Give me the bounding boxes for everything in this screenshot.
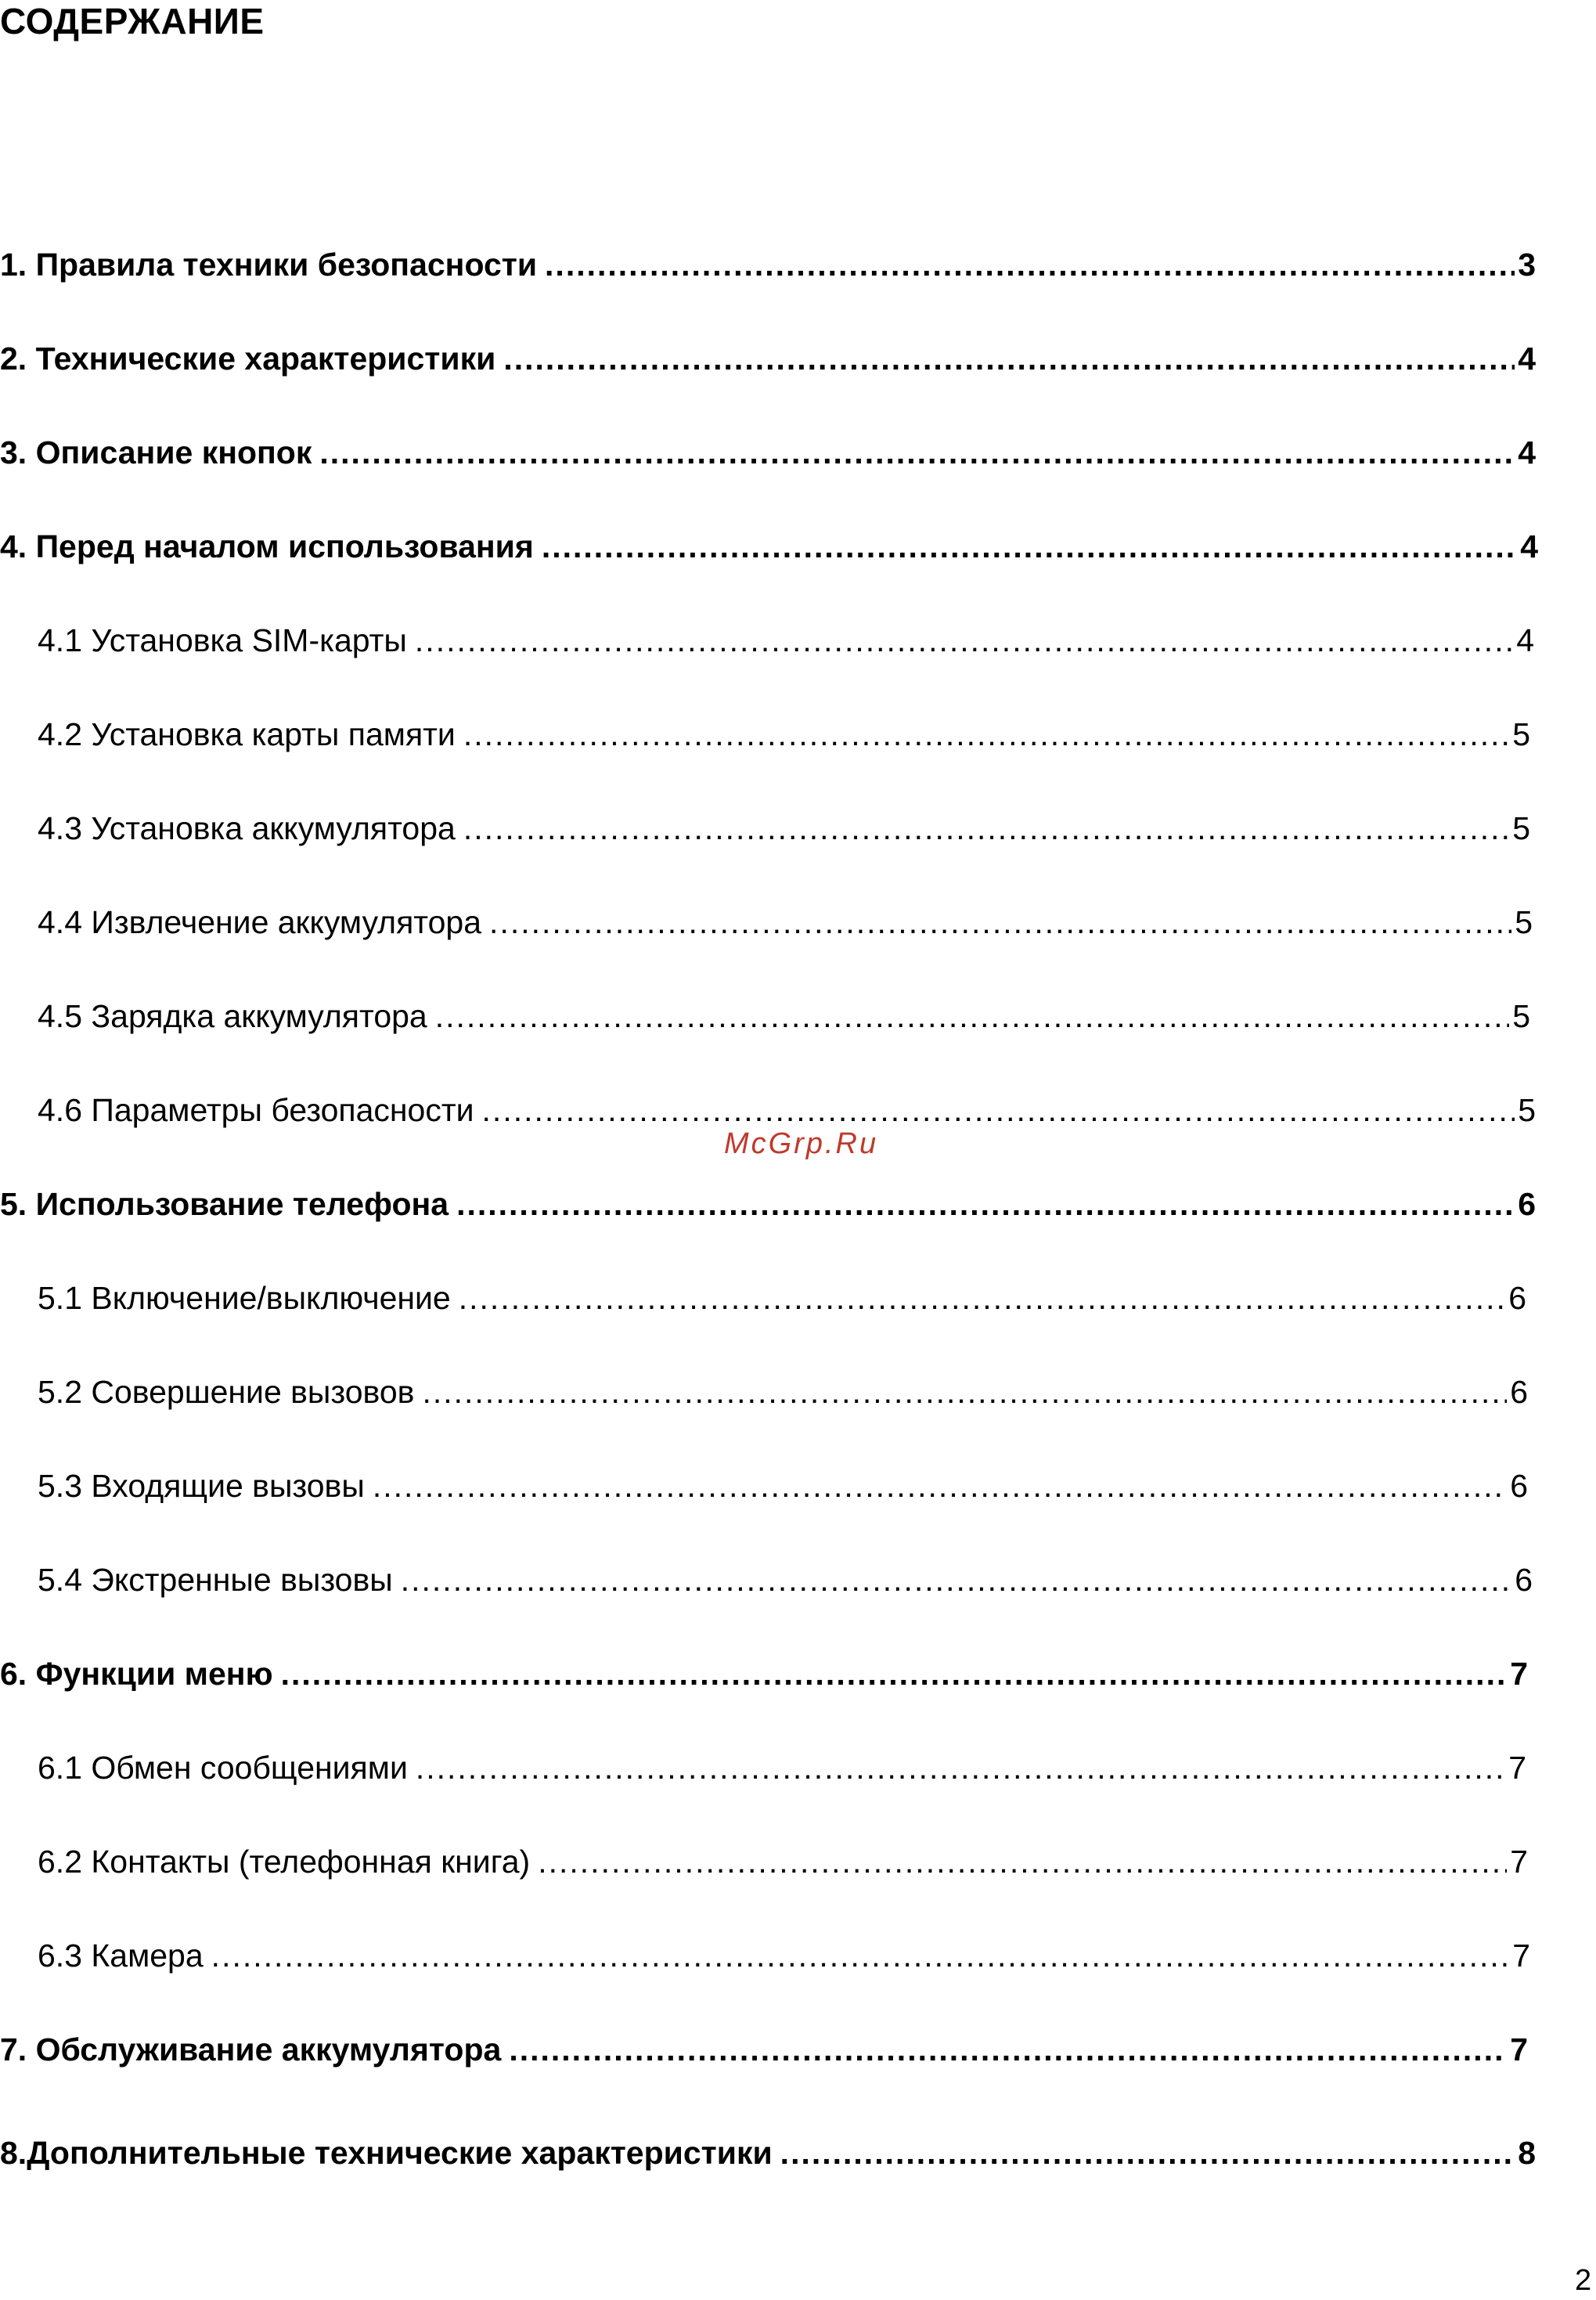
toc-entry-page: 7	[1510, 1656, 1528, 1692]
toc-entry-label: 4.4 Извлечение аккумулятора	[38, 904, 482, 940]
toc-entry-label: 6.1 Обмен сообщениями	[38, 1750, 408, 1786]
toc-entry-label: 4.5 Зарядка аккумулятора	[38, 998, 427, 1034]
toc-entry	[0, 2028, 1528, 2071]
toc-entry-label: 4.1 Установка SIM-карты	[38, 622, 407, 658]
toc-entry-label: 6. Функции меню	[0, 1656, 273, 1692]
toc-entry	[38, 712, 1530, 756]
toc-leader-dots	[503, 337, 1515, 380]
toc-entry-page: 7	[1510, 1844, 1528, 1880]
toc-entry-label: 8.Дополнительные технические характеристики	[0, 2135, 773, 2171]
toc-entry-page: 6	[1518, 1186, 1536, 1222]
toc-entry	[38, 1746, 1526, 1790]
toc-leader-dots	[211, 1934, 1510, 1977]
toc-entry-page: 5	[1515, 904, 1533, 940]
toc-leader-dots	[416, 1746, 1505, 1790]
toc-entry	[38, 900, 1533, 944]
page-number: 2	[1575, 2264, 1592, 2297]
toc-leader-dots	[415, 618, 1513, 662]
toc-entry	[0, 243, 1536, 287]
toc-entry	[38, 1370, 1528, 1414]
toc-leader-dots	[463, 806, 1509, 850]
toc-entry-page: 6	[1510, 1374, 1528, 1410]
toc-entry-page: 6	[1515, 1562, 1533, 1598]
toc-entry-label: 5.3 Входящие вызовы	[38, 1468, 365, 1504]
toc-leader-dots	[459, 1276, 1505, 1320]
toc-leader-dots	[422, 1370, 1507, 1414]
toc-entry-page: 7	[1512, 1938, 1530, 1974]
toc-entry-page: 4	[1518, 434, 1536, 470]
page-title: СОДЕРЖАНИЕ	[0, 1, 265, 41]
toc-entry	[38, 1840, 1528, 1884]
toc-entry	[38, 1558, 1533, 1602]
toc-leader-dots	[463, 712, 1509, 756]
toc-entry-label: 5.1 Включение/выключение	[38, 1280, 451, 1316]
toc-entry-page: 7	[1508, 1750, 1526, 1786]
toc-entry-page: 5	[1518, 1092, 1536, 1128]
toc-entry-page: 5	[1512, 810, 1530, 846]
toc-entry-label: 4.6 Параметры безопасности	[38, 1092, 474, 1128]
toc-entry	[38, 1934, 1530, 1977]
toc-leader-dots	[456, 1182, 1515, 1226]
toc-entry	[0, 1182, 1536, 1226]
toc-leader-dots	[482, 1088, 1515, 1132]
toc-entry-page: 5	[1512, 998, 1530, 1034]
toc-entry-page: 4	[1516, 622, 1534, 658]
toc-leader-dots	[319, 431, 1515, 474]
toc-entry-page: 7	[1510, 2031, 1528, 2067]
toc-entry-label: 4.2 Установка карты памяти	[38, 716, 456, 752]
toc-entry-page: 3	[1518, 247, 1536, 283]
toc-entry-page: 4	[1518, 341, 1536, 377]
toc-leader-dots	[435, 994, 1509, 1038]
toc-entry-label: 5.4 Экстренные вызовы	[38, 1562, 393, 1598]
toc-entry	[0, 2131, 1536, 2175]
toc-entry	[0, 431, 1536, 474]
toc-entry-page: 8	[1518, 2135, 1536, 2171]
toc-leader-dots	[373, 1464, 1507, 1508]
toc-entry	[38, 1464, 1528, 1508]
toc-leader-dots	[401, 1558, 1511, 1602]
toc-entry	[38, 618, 1534, 662]
toc-entry-label: 5. Использование телефона	[0, 1186, 449, 1222]
toc-entry-label: 6.3 Камера	[38, 1938, 204, 1974]
toc-entry-page: 6	[1508, 1280, 1526, 1316]
toc-entry	[0, 525, 1538, 568]
toc-leader-dots	[542, 525, 1517, 568]
toc-entry-label: 6.2 Контакты (телефонная книга)	[38, 1844, 531, 1880]
toc-entry-page: 6	[1510, 1468, 1528, 1504]
toc-entry	[38, 1088, 1536, 1132]
toc-leader-dots	[509, 2028, 1507, 2071]
toc-leader-dots	[545, 243, 1515, 287]
toc-entry-label: 3. Описание кнопок	[0, 434, 312, 470]
toc-entry-page: 5	[1512, 716, 1530, 752]
toc-entry-label: 4. Перед началом использования	[0, 528, 534, 564]
toc-entry	[38, 994, 1530, 1038]
toc-entry	[0, 1652, 1528, 1696]
toc-leader-dots	[538, 1840, 1507, 1884]
watermark: McGrp.Ru	[724, 1127, 879, 1160]
toc-leader-dots	[489, 900, 1511, 944]
toc-entry	[38, 1276, 1526, 1320]
toc-leader-dots	[780, 2131, 1515, 2175]
toc-entry-label: 4.3 Установка аккумулятора	[38, 810, 456, 846]
toc-entry-label: 7. Обслуживание аккумулятора	[0, 2031, 502, 2067]
toc-entry	[0, 337, 1536, 380]
toc-entry-label: 2. Технические характеристики	[0, 341, 496, 377]
toc-entry-label: 1. Правила техники безопасности	[0, 247, 538, 283]
toc-leader-dots	[281, 1652, 1508, 1696]
toc-entry-page: 4	[1520, 528, 1538, 564]
toc-entry	[38, 806, 1530, 850]
toc-entry-label: 5.2 Совершение вызовов	[38, 1374, 415, 1410]
